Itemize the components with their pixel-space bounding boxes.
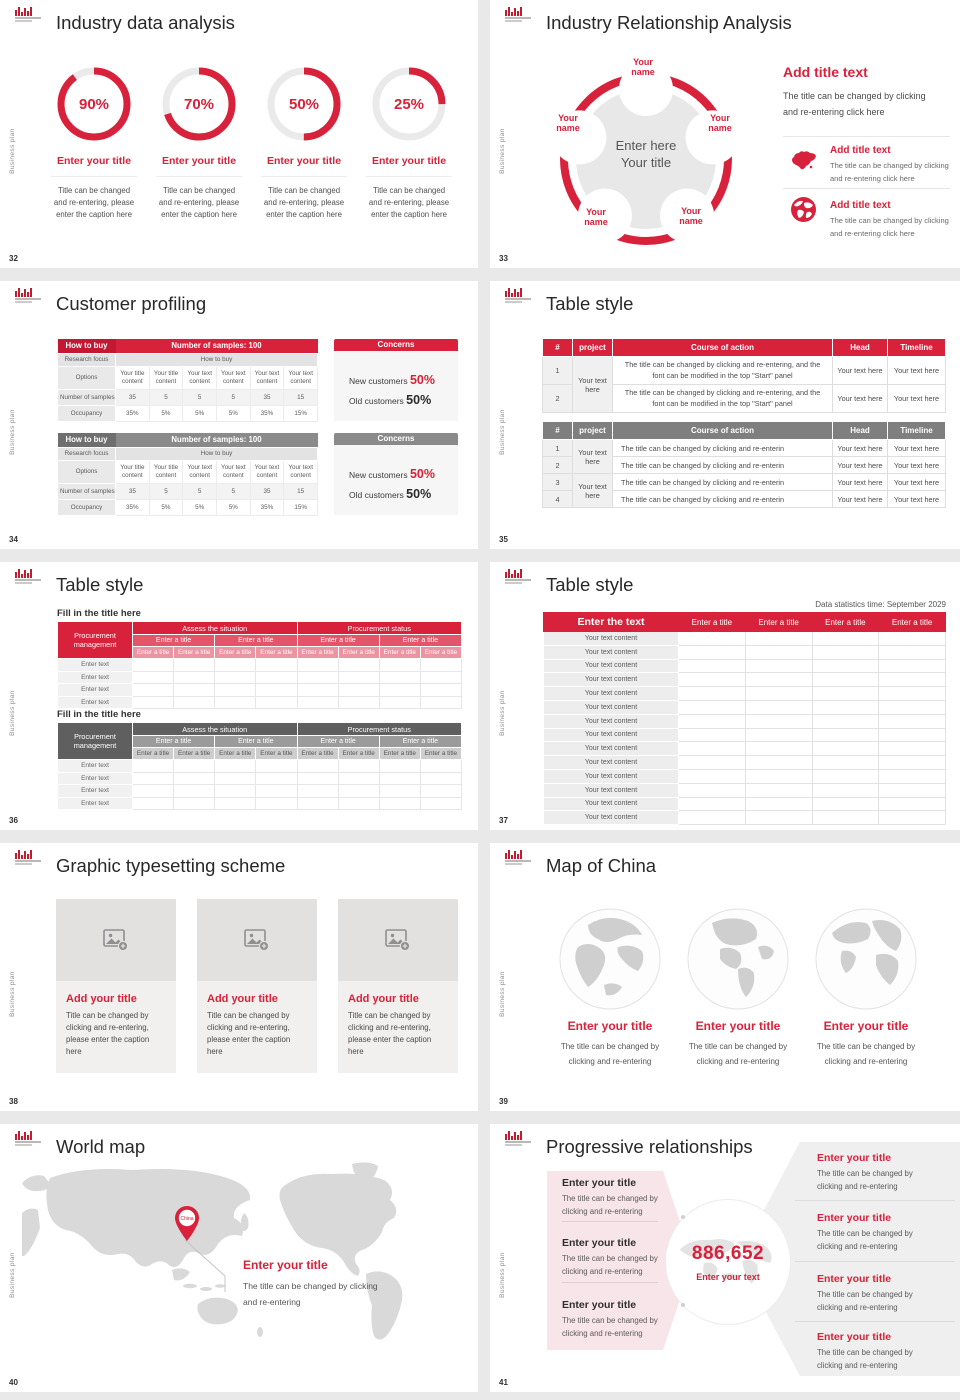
add-image-icon — [244, 929, 270, 952]
globe-graphic-east — [558, 907, 662, 1011]
right-item-title: Enter your title — [817, 1212, 892, 1224]
china-map-icon — [787, 148, 819, 174]
slide-title: Table style — [56, 574, 144, 595]
donut-chart-25 — [371, 66, 447, 142]
donut-percent-label: 70% — [183, 95, 215, 113]
list-item-caption: The title can be changed by clicking and re-entering click here — [830, 216, 949, 239]
donut-percent-label: 25% — [393, 95, 425, 113]
slide-number: 40 — [9, 1378, 18, 1387]
donut-item — [255, 66, 353, 221]
image-card — [56, 899, 176, 1073]
bar-chart-logo-icon — [505, 1131, 535, 1140]
card-caption: Title can be changed by clicking and re-entering, please enter the caption here — [348, 1011, 432, 1057]
business-plan-logo — [15, 7, 45, 22]
donut-chart-70 — [161, 66, 237, 142]
slide-number: 39 — [499, 1097, 508, 1106]
item-caption: The title can be changed by clicking and re-entering — [688, 1042, 788, 1067]
business-plan-logo — [505, 850, 535, 865]
slide-title: Map of China — [546, 855, 657, 876]
right-item-title: Enter your title — [817, 1152, 892, 1164]
image-card — [338, 899, 458, 1073]
concerns-callout-red — [331, 339, 458, 421]
image-placeholder — [338, 899, 458, 981]
list-item-title: Add title text — [830, 200, 891, 211]
card-caption: Title can be changed by clicking and re-entering, please enter the caption here — [207, 1011, 291, 1057]
right-item-caption: The title can be changed by clicking and re-entering — [817, 1229, 913, 1252]
bar-chart-logo-icon — [15, 850, 45, 859]
bar-chart-logo-icon — [15, 288, 45, 297]
diagram-node-label: Your name — [556, 113, 580, 134]
slide-number: 38 — [9, 1097, 18, 1106]
item-title: Enter your title — [823, 1019, 909, 1033]
slide-33-thumbnail[interactable] — [490, 0, 960, 268]
list-item-caption: The title can be changed by clicking and re-entering click here — [830, 161, 949, 184]
sidebar-vertical-text: Business plan — [9, 128, 16, 174]
left-item-title: Enter your title — [562, 1177, 637, 1189]
donut-caption: Title can be changed and re-entering, please enter the caption here — [263, 186, 345, 220]
donut-item — [45, 66, 143, 221]
add-image-icon — [385, 929, 411, 952]
sidebar-vertical-text: Business plan — [9, 1252, 16, 1298]
sidebar-vertical-text: Business plan — [9, 971, 16, 1017]
action-table-gray: # project Course of action Head Timeline 1 Your text here The title can be changed by clicking and re-enterin Your text here Your text here 2 The title can be changed by clicking and re-enterin Your text here Your text here 3 Your text here The title can be changed by clicking and re-enterin Your text here Your text here 4 The title can be changed by clicking and re-enterin Your text here Your text here — [542, 421, 946, 508]
left-item-caption: The title can be changed by clicking and re-entering — [562, 1254, 658, 1277]
slide-title: Industry Relationship Analysis — [546, 12, 792, 33]
sidebar-vertical-text: Business plan — [499, 971, 506, 1017]
new-customers-stat: New customers 50% — [349, 373, 435, 387]
procurement-table-gray: Procurement management Assess the situation Procurement status Enter a title Enter a title Enter a title Enter a title Enter a title Enter a title Enter a title Enter a title Enter a title Enter a title Enter a title Enter a title Enter text Enter text Enter text Enter text — [57, 722, 462, 810]
item-title: Enter your title — [243, 1258, 328, 1272]
section-caption: The title can be changed by clicking and re-entering click here — [783, 91, 926, 118]
donut-chart-90 — [56, 66, 132, 142]
statistic-value: 886,652 — [691, 1242, 765, 1264]
section-heading: Fill in the title here — [57, 608, 141, 619]
sidebar-vertical-text: Business plan — [499, 1252, 506, 1298]
slide-title: World map — [56, 1136, 146, 1157]
concerns-callout-gray — [331, 433, 458, 515]
donut-chart-50 — [266, 66, 342, 142]
business-plan-logo — [15, 850, 45, 865]
sidebar-vertical-text: Business plan — [9, 409, 16, 455]
bar-chart-logo-icon — [15, 1131, 45, 1140]
bar-chart-logo-icon — [505, 288, 535, 297]
bar-chart-logo-icon — [505, 850, 535, 859]
slide-39-thumbnail[interactable] — [490, 843, 960, 1111]
donut-item — [150, 66, 248, 221]
donut-caption: Title can be changed and re-entering, please enter the caption here — [53, 186, 135, 220]
left-item-caption: The title can be changed by clicking and re-entering — [562, 1194, 658, 1217]
bar-chart-logo-icon — [15, 7, 45, 16]
concerns-header: Concerns — [334, 433, 458, 445]
slide-number: 32 — [9, 254, 18, 263]
card-title: Add your title — [207, 993, 278, 1005]
left-item-title: Enter your title — [562, 1237, 637, 1249]
customer-profile-table-red: How to buy Number of samples: 100 Research focus How to buy Options Your title content Your title content Your text content Your text content Your text content Your text content Number of samples 35 5 5 5 35 15 Occupancy 35% 5% 5% 5% 35% 15% — [57, 339, 318, 422]
slide-title: Table style — [546, 574, 634, 595]
slide-41-thumbnail[interactable] — [490, 1124, 960, 1392]
slide-38-thumbnail[interactable] — [0, 843, 478, 1111]
slide-34-thumbnail[interactable] — [0, 281, 478, 549]
image-placeholder — [197, 899, 317, 981]
donut-title: Enter your title — [261, 155, 347, 177]
globe-icon — [790, 196, 817, 223]
slide-35-thumbnail[interactable] — [490, 281, 960, 549]
slide-40-thumbnail[interactable] — [0, 1124, 478, 1392]
business-plan-logo — [505, 7, 535, 22]
card-title: Add your title — [66, 993, 137, 1005]
list-table: Enter the text Enter a title Enter a title Enter a title Enter a title Your text content Your text content Your text content Your text content Your text content Your text content Your text content Your text content Your text content Your text content Your text content Your text content Your text content Your text content — [543, 612, 946, 825]
slide-title: Table style — [546, 293, 634, 314]
business-plan-logo — [505, 569, 535, 584]
diagram-node-label: Your name — [584, 207, 608, 228]
globe-graphic-atlantic — [814, 907, 918, 1011]
section-heading: Fill in the title here — [57, 709, 141, 720]
old-customers-stat: Old customers 50% — [349, 393, 432, 407]
donut-caption: Title can be changed and re-entering, please enter the caption here — [368, 186, 450, 220]
diagram-node-label: Your name — [679, 206, 703, 227]
card-title: Add your title — [348, 993, 419, 1005]
bar-chart-logo-icon — [15, 569, 45, 578]
business-plan-logo — [505, 1131, 535, 1146]
new-customers-stat: New customers 50% — [349, 467, 435, 481]
right-item-caption: The title can be changed by clicking and re-entering — [817, 1290, 913, 1313]
card-caption: Title can be changed by clicking and re-entering, please enter the caption here — [66, 1011, 150, 1057]
image-placeholder — [56, 899, 176, 981]
image-card — [197, 899, 317, 1073]
diagram-center-text: Enter here Your title — [615, 138, 677, 170]
donut-percent-label: 90% — [78, 95, 110, 113]
slide-number: 36 — [9, 816, 18, 825]
concerns-header: Concerns — [334, 339, 458, 351]
business-plan-logo — [15, 569, 45, 584]
add-image-icon — [103, 929, 129, 952]
slide-title: Graphic typesetting scheme — [56, 855, 286, 876]
sidebar-vertical-text: Business plan — [9, 690, 16, 736]
svg-text:China: China — [180, 1216, 194, 1222]
section-heading: Add title text — [783, 64, 868, 80]
donut-chart-row — [45, 66, 458, 221]
slide-title: Progressive relationships — [546, 1136, 753, 1157]
business-plan-logo — [15, 288, 45, 303]
sidebar-vertical-text: Business plan — [499, 128, 506, 174]
item-title: Enter your title — [695, 1019, 781, 1033]
donut-item — [360, 66, 458, 221]
china-location-pin-icon — [172, 1206, 202, 1242]
slide-number: 33 — [499, 254, 508, 263]
right-item-title: Enter your title — [817, 1273, 892, 1285]
sidebar-vertical-text: Business plan — [499, 409, 506, 455]
slide-32-thumbnail[interactable] — [0, 0, 478, 268]
data-statistics-note: Data statistics time: September 2029 — [815, 600, 946, 609]
slide-number: 41 — [499, 1378, 508, 1387]
slide-title: Industry data analysis — [56, 12, 235, 33]
item-caption: The title can be changed by clicking and re-entering — [816, 1042, 916, 1067]
bar-chart-logo-icon — [505, 7, 535, 16]
old-customers-stat: Old customers 50% — [349, 487, 432, 501]
business-plan-logo — [15, 1131, 45, 1146]
left-item-title: Enter your title — [562, 1299, 637, 1311]
item-caption: The title can be changed by clicking and re-entering — [243, 1281, 378, 1308]
procurement-table-red: Procurement management Assess the situation Procurement status Enter a title Enter a title Enter a title Enter a title Enter a title Enter a title Enter a title Enter a title Enter a title Enter a title Enter a title Enter a title Enter text Enter text Enter text Enter text — [57, 621, 462, 709]
list-item-title: Add title text — [830, 145, 891, 156]
business-plan-logo — [505, 288, 535, 303]
slide-number: 35 — [499, 535, 508, 544]
customer-profile-table-gray: How to buy Number of samples: 100 Research focus How to buy Options Your title content Your title content Your text content Your text content Your text content Your text content Number of samples 35 5 5 5 35 15 Occupancy 35% 5% 5% 5% 35% 15% — [57, 433, 318, 516]
donut-percent-label: 50% — [288, 95, 320, 113]
left-item-caption: The title can be changed by clicking and re-entering — [562, 1316, 658, 1339]
donut-caption: Title can be changed and re-entering, please enter the caption here — [158, 186, 240, 220]
donut-title: Enter your title — [366, 155, 452, 177]
item-title: Enter your title — [567, 1019, 653, 1033]
slide-number: 37 — [499, 816, 508, 825]
slide-37-thumbnail[interactable] — [490, 562, 960, 830]
donut-title: Enter your title — [51, 155, 137, 177]
slide-number: 34 — [9, 535, 18, 544]
right-item-caption: The title can be changed by clicking and re-entering — [817, 1348, 913, 1371]
slide-title: Customer profiling — [56, 293, 207, 314]
diagram-node-label: Your name — [708, 113, 732, 134]
right-item-caption: The title can be changed by clicking and re-entering — [817, 1169, 913, 1192]
donut-title: Enter your title — [156, 155, 242, 177]
globe-graphic-americas — [686, 907, 790, 1011]
statistic-label: Enter your text — [696, 1271, 760, 1282]
sidebar-vertical-text: Business plan — [499, 690, 506, 736]
bar-chart-logo-icon — [505, 569, 535, 578]
action-table-red: # project Course of action Head Timeline 1 Your text here The title can be changed by clicking and re-entering, and the font can be modified in the top "Start" panel Your text here Your text here 2 The title can be changed by clicking and re-entering, and the font can be modified in the top "Start" panel Your text here Your text here — [542, 338, 946, 413]
right-item-title: Enter your title — [817, 1331, 892, 1343]
slide-36-thumbnail[interactable] — [0, 562, 478, 830]
item-caption: The title can be changed by clicking and re-entering — [560, 1042, 660, 1067]
diagram-node-label: Your name — [631, 57, 655, 78]
